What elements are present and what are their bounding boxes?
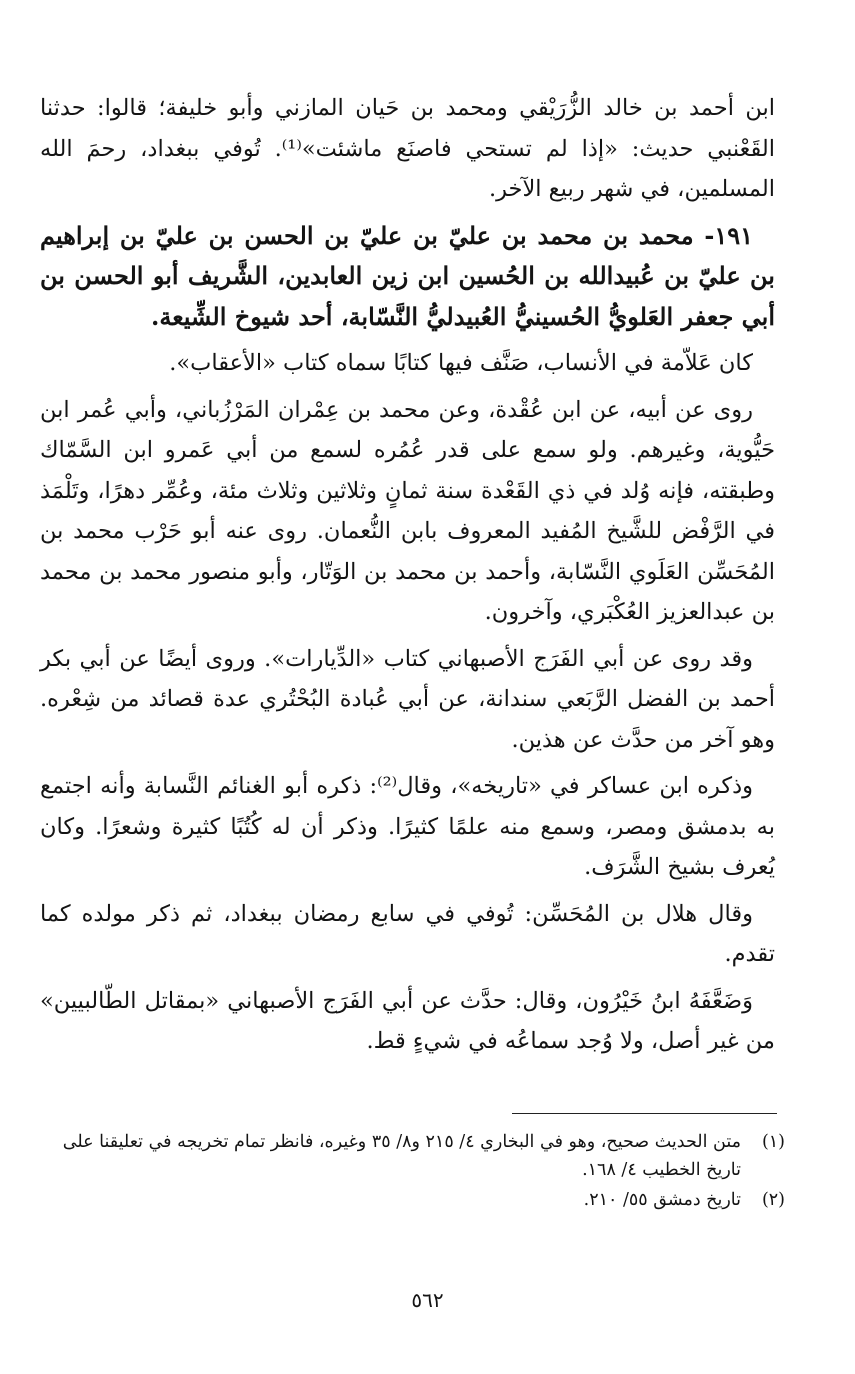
paragraph-intro <box>40 88 775 210</box>
footnote-2 <box>40 1186 785 1214</box>
footnote-1 <box>40 1128 785 1184</box>
paragraph-text: وذكره ابن عساكر في «تاريخه»، وقال⁽²⁾: ذكره أبو الغنائم النَّسابة وأنه اجتمع به بدمشق ومصر، وسمع منه علمًا كثيرًا. وذكر أن له كُتُبًا كثيرة وشعرًا. وكان يُعرف بشيخ الشَّرَف. <box>40 773 775 880</box>
paragraph-text: روى عن أبيه، عن ابن عُقْدة، وعن محمد بن عِمْران المَرْزُباني، وأبي عُمر ابن حَيُّوية، وغيرهم. ولو سمع على قدر عُمُره لسمع من أبي عَمرو ابن السَّمّاك وطبقته، فإنه وُلد في ذي القَعْدة سنة ثمانٍ وثلاثين وثلاث مئة، وعُمِّر دهرًا، وتَلْمَذ في الرَّفْض للشَّيخ المُفيد المعروف بابن النُّعمان. روى عنه أبو حَرْب محمد بن المُحَسِّن العَلَوي النَّسّابة، وأحمد بن محمد بن الوَتّار، وأبو منصور محمد بن محمد بن عبدالعزيز العُكْبَري، وآخرون. <box>40 396 775 625</box>
entry-title: محمد بن محمد بن عليّ بن عليّ بن الحسن بن عليّ بن إبراهيم بن عليّ بن عُبيدالله بن الحُسين ابن زين العابدين، الشَّريف أبو الحسن بن أبي جعفر العَلويُّ الحُسينيُّ العُبيدليُّ النَّسّابة، أحد شيوخ الشِّيعة. <box>40 220 775 331</box>
footnote-number: (٢) <box>761 1190 785 1210</box>
paragraph-text: ابن أحمد بن خالد الزُّرَيْقي ومحمد بن حَيان المازني وأبو خليفة؛ قالوا: حدثنا القَعْنبي حديث: «إذا لم تستحي فاصنَع ماشئت»⁽¹⁾. تُوفي ببغداد، رحمَ الله المسلمين، في شهر ربيع الآخر. <box>40 95 775 202</box>
paragraph-genealogy <box>40 343 775 384</box>
paragraph-text: وقال هلال بن المُحَسِّن: تُوفي في سابع رمضان ببغداد، ثم ذكر مولده كما تقدم. <box>40 900 775 967</box>
paragraph-ibn-asakir <box>40 766 775 888</box>
paragraph-text: وقد روى عن أبي الفَرَج الأصبهاني كتاب «الدِّيارات». وروى أيضًا عن أبي بكر أحمد بن الفضل الرَّبَعي سندانة، عن أبي عُبادة البُحْتُري عدة قصائد من شِعْره. وهو آخر من حدَّث عن هذين. <box>40 645 775 753</box>
body-text <box>40 88 775 1068</box>
entry-heading <box>40 216 775 338</box>
page-number: ٥٦٢ <box>411 1288 444 1312</box>
paragraph-diyarat <box>40 639 775 761</box>
footnote-text: تاريخ دمشق ٥٥/ ٢١٠. <box>583 1190 741 1210</box>
footnote-divider <box>512 1113 777 1114</box>
paragraph-hilal <box>40 894 775 975</box>
paragraph-text: وَضَعَّفَهُ ابنُ خَيْرُون، وقال: حدَّث عن أبي الفَرَج الأصبهاني «بمقاتل الطّالبيين» من غير أصل، ولا وُجد سماعُه في شيءٍ قط. <box>40 987 775 1054</box>
footnotes <box>40 1128 785 1216</box>
footnote-number: (١) <box>761 1132 785 1152</box>
paragraph-narrators <box>40 390 775 633</box>
entry-number: ١٩١- <box>704 220 753 250</box>
paragraph-khayrun <box>40 981 775 1062</box>
footnote-text: متن الحديث صحيح، وهو في البخاري ٤/ ٢١٥ و٨/ ٣٥ وغيره، فانظر تمام تخريجه في تعليقنا على تاريخ الخطيب ٤/ ١٦٨. <box>62 1132 741 1180</box>
paragraph-text: كان عَلاّمة في الأنساب، صَنَّف فيها كتابًا سماه كتاب «الأعقاب». <box>169 350 753 376</box>
